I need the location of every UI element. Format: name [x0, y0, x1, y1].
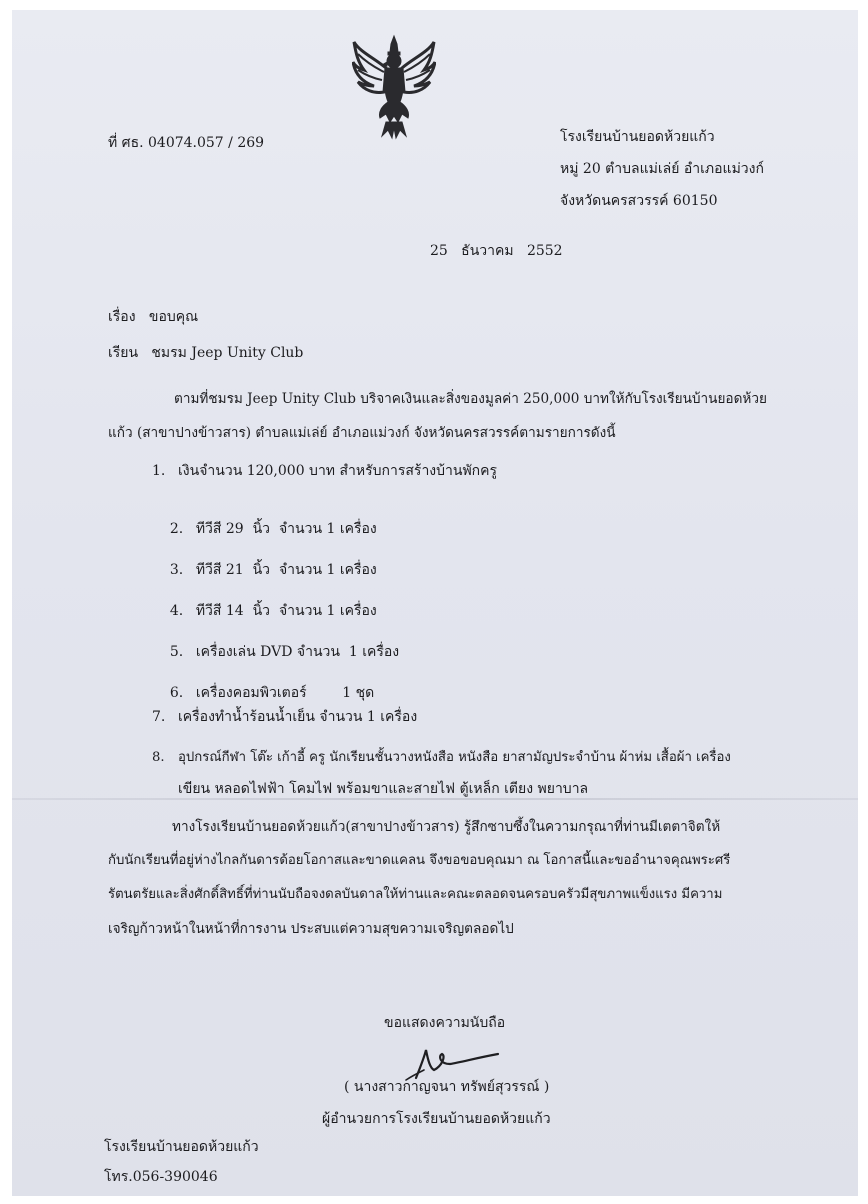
item-number: 8.	[152, 750, 165, 765]
signer-title: ผู้อำนวยการโรงเรียนบ้านยอดห้วยแก้ว	[322, 1111, 551, 1127]
list-item	[152, 749, 731, 767]
item-text: ทีวีสี 14 นิ้ว จำนวน 1 เครื่อง	[195, 603, 377, 619]
garuda-emblem-icon	[352, 32, 436, 140]
closing-line-2: กับนักเรียนที่อยู่ห่างไกลกันดารด้อยโอกาสและขาดแคลน จึงขอขอบคุณมา ณ โอกาสนี้และขออำนาจคุณพระศรี	[108, 853, 731, 868]
item-number: 2.	[169, 521, 184, 537]
letter-subject: เรื่อง ขอบคุณ	[108, 309, 199, 325]
school-name-line: โรงเรียนบ้านยอดห้วยแก้ว	[560, 129, 715, 145]
signoff: ขอแสดงความนับถือ	[384, 1015, 506, 1031]
item-text: เครื่องทำน้ำร้อนน้ำเย็น จำนวน 1 เครื่อง	[178, 709, 418, 725]
letter-recipient: เรียน ชมรม Jeep Unity Club	[108, 345, 304, 361]
letter-date: 25 ธันวาคม 2552	[430, 243, 563, 259]
paper-fold	[12, 798, 858, 800]
footer-school: โรงเรียนบ้านยอดห้วยแก้ว	[104, 1139, 259, 1155]
footer-phone: โทร.056-390046	[104, 1169, 218, 1185]
item-number: 5.	[169, 644, 184, 660]
province-line: จังหวัดนครสวรรค์ 60150	[560, 193, 718, 209]
signature-icon	[402, 1040, 502, 1082]
intro-line-2: แก้ว (สาขาปางข้าวสาร) ตำบลแม่เล่ย์ อำเภอแม่วงก์ จังหวัดนครสวรรค์ตามรายการดังนี้	[108, 425, 616, 441]
item-text: เครื่องเล่น DVD จำนวน 1 เครื่อง	[195, 644, 400, 660]
item-text: เงินจำนวน 120,000 บาท สำหรับการสร้างบ้านพักครู	[178, 463, 498, 479]
closing-line-3: รัตนตรัยและสิ่งศักดิ์สิทธิ์ที่ท่านนับถือจงดลบันดาลให้ท่านและคณะตลอดจนครอบครัวมีสุขภาพแข็งแรง มีความ	[108, 887, 723, 902]
item-number: 4.	[169, 603, 184, 619]
list-item	[152, 462, 497, 480]
item-text: อุปกรณ์กีฬา โต๊ะ เก้าอี้ ครู นักเรียนชั้นวางหนังสือ หนังสือ ยาสามัญประจำบ้าน ผ้าห่ม เสื้อผ้า เครื่อง	[178, 750, 731, 765]
list-item	[152, 708, 417, 726]
signer-name: ( นางสาวกาญจนา ทรัพย์สุวรรณ์ )	[344, 1079, 550, 1095]
item-text: เครื่องคอมพิวเตอร์ 1 ชุด	[195, 685, 375, 701]
closing-line-4: เจริญก้าวหน้าในหน้าที่การงาน ประสบแต่ความสุขความเจริญตลอดไป	[108, 921, 514, 937]
item-number: 6.	[169, 685, 184, 701]
intro-line-1: ตามที่ชมรม Jeep Unity Club บริจาคเงินและสิ่งของมูลค่า 250,000 บาทให้กับโรงเรียนบ้านยอดห้วย	[174, 391, 767, 407]
item-8-continuation: เขียน หลอดไฟฟ้า โคมไฟ พร้อมขาและสายไฟ ตู้เหล็ก เตียง พยาบาล	[178, 781, 589, 797]
item-text: ทีวีสี 21 นิ้ว จำนวน 1 เครื่อง	[195, 562, 377, 578]
letter-paper	[12, 10, 858, 1196]
item-number: 1.	[152, 463, 166, 479]
closing-line-1: ทางโรงเรียนบ้านยอดห้วยแก้ว(สาขาปางข้าวสาร) รู้สึกซาบซึ้งในความกรุณาที่ท่านมีเตตาจิตให้	[172, 819, 721, 835]
item-number: 7.	[152, 709, 166, 725]
reference-number: ที่ ศธ. 04074.057 / 269	[108, 135, 265, 151]
item-number: 3.	[169, 562, 184, 578]
item-text: ทีวีสี 29 นิ้ว จำนวน 1 เครื่อง	[195, 521, 377, 537]
address-line: หมู่ 20 ตำบลแม่เล่ย์ อำเภอแม่วงก์	[560, 161, 764, 177]
